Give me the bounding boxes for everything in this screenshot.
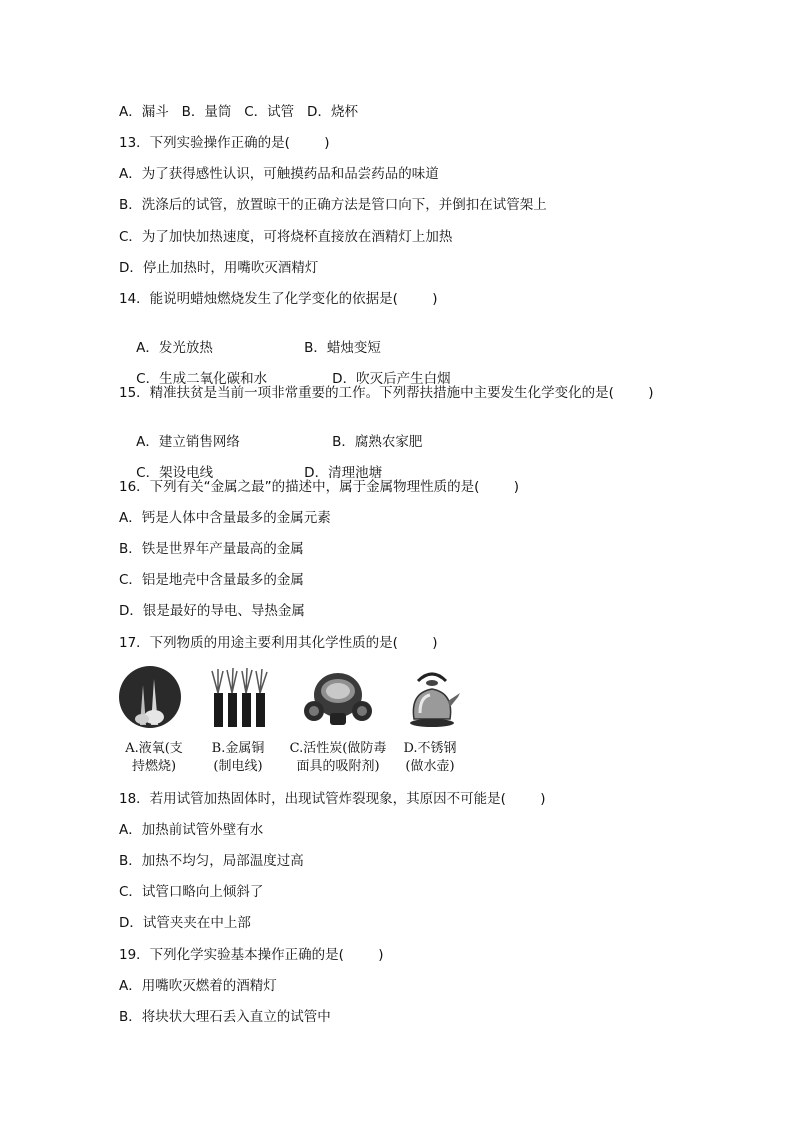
q14-option-c: C．生成二氧化碳和水: [136, 371, 268, 387]
q15-option-d: D．清理池塘: [304, 465, 383, 481]
q15-option-c: C．架设电线: [136, 465, 214, 481]
q16-option-d: D．银是最好的导电、导热金属: [119, 603, 305, 619]
figure-caption-c: C.活性炭(做防毒 面具的吸附剂): [289, 741, 387, 774]
q14-option-b: B．蜡烛变短: [304, 340, 381, 356]
q13-option-b: B．洗涤后的试管，放置晾干的正确方法是管口向下，并倒扣在试管架上: [119, 197, 547, 213]
q14-option-a: A．发光放热: [136, 340, 213, 356]
question-19: 19．下列化学实验基本操作正确的是( ): [119, 947, 384, 963]
figure-caption-a: A.液氧(支 持燃烧): [125, 741, 183, 774]
q19-option-b: B．将块状大理石丢入直立的试管中: [119, 1009, 331, 1025]
gas-mask-image: [300, 665, 380, 729]
figure-caption-d: D.不锈钢 (做水壶): [403, 741, 457, 774]
q13-option-a: A．为了获得感性认识，可触摸药品和品尝药品的味道: [119, 166, 439, 182]
q16-option-a: A．钙是人体中含量最多的金属元素: [119, 510, 331, 526]
kettle-image: [400, 665, 480, 729]
q19-option-a: A．用嘴吹灭燃着的酒精灯: [119, 978, 277, 994]
figure-caption-b: B.金属铜 (制电线): [211, 741, 265, 774]
q15-option-a: A．建立销售网络: [136, 434, 240, 450]
rocket-launch-image: [118, 665, 198, 729]
q18-option-c: C．试管口略向上倾斜了: [119, 884, 264, 900]
q13-option-d: D．停止加热时，用嘴吹灭酒精灯: [119, 260, 319, 276]
q15-option-b: B．腐熟农家肥: [332, 434, 423, 450]
question-17: 17．下列物质的用途主要利用其化学性质的是( ): [119, 635, 438, 651]
q17-figure-row: [116, 665, 476, 775]
copper-wires-image: [206, 665, 286, 729]
question-14: 14．能说明蜡烛燃烧发生了化学变化的依据是( ): [119, 291, 438, 307]
q18-option-a: A．加热前试管外壁有水: [119, 822, 264, 838]
q18-option-b: B．加热不均匀，局部温度过高: [119, 853, 304, 869]
q14-option-d: D．吹灭后产生白烟: [332, 371, 451, 387]
q16-option-b: B．铁是世界年产量最高的金属: [119, 541, 304, 557]
question-18: 18．若用试管加热固体时，出现试管炸裂现象，其原因不可能是( ): [119, 791, 546, 807]
q13-option-c: C．为了加快加热速度，可将烧杯直接放在酒精灯上加热: [119, 229, 453, 245]
previous-options: A．漏斗 B．量筒 C．试管 D．烧杯: [119, 104, 358, 120]
question-15: 15．精准扶贫是当前一项非常重要的工作。下列帮扶措施中主要发生化学变化的是( ): [119, 385, 654, 401]
q18-option-d: D．试管夹夹在中上部: [119, 915, 251, 931]
q16-option-c: C．铝是地壳中含量最多的金属: [119, 572, 304, 588]
question-13: 13．下列实验操作正确的是( ): [119, 135, 330, 151]
question-16: 16．下列有关“金属之最”的描述中，属于金属物理性质的是( ): [119, 479, 520, 495]
